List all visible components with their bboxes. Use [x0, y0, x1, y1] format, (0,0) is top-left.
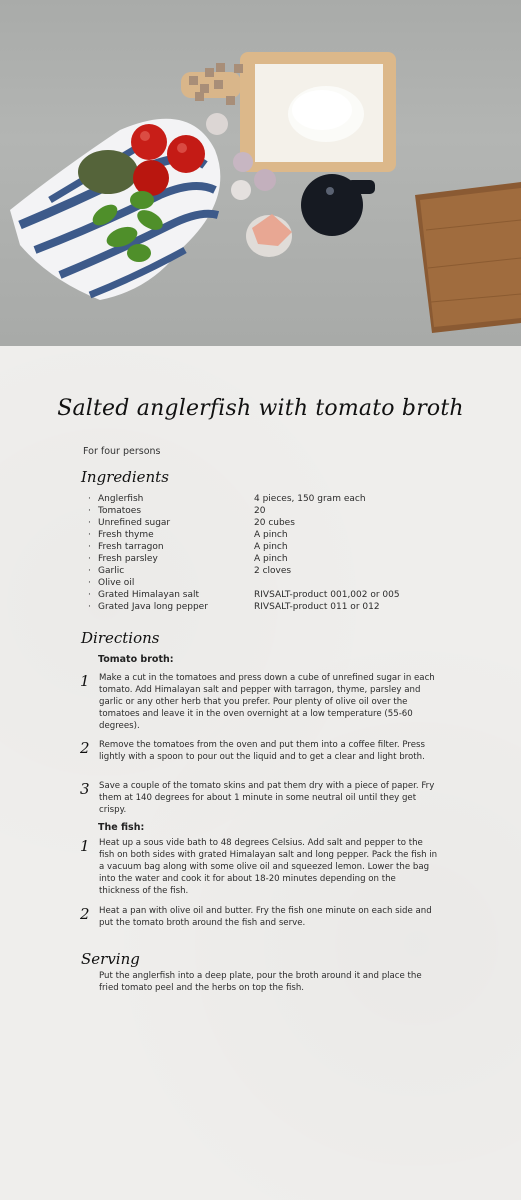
bullet: ·: [88, 542, 91, 552]
bullet: ·: [88, 494, 91, 504]
the-fish-heading: The fish:: [98, 822, 145, 833]
bullet: ·: [88, 578, 91, 588]
ingredient-qty: A pinch: [254, 530, 288, 540]
step-text: Make a cut in the tomatoes and press down a cube of unrefined sugar in each tomato. Add Himalayan salt and pepper with tarragon, thyme, parsley and garlic or any other herb that you prefer. Pour plenty of olive oil over the tomatoes and leave it in the oven overnight at a low temperature (55-60 degrees).: [99, 673, 435, 731]
ingredient-name: Tomatoes: [98, 506, 142, 516]
oil-bottle: [301, 174, 375, 236]
serving-text: Put the anglerfish into a deep plate, pour the broth around it and place the fried tomato peel and the herbs on top the fish.: [99, 971, 422, 993]
ingredient-qty: A pinch: [254, 542, 288, 552]
bullet: ·: [88, 602, 91, 612]
list-item: [88, 601, 468, 613]
step-text: Remove the tomatoes from the oven and put them into a coffee filter. Press lightly with a spoon to pour out the liquid and to get a clear and light broth.: [99, 740, 425, 762]
bullet: ·: [88, 566, 91, 576]
ingredients-heading: Ingredients: [81, 468, 169, 486]
list-item: [88, 553, 468, 565]
tomato-broth-heading: Tomato broth:: [98, 654, 174, 665]
serves-note: For four persons: [83, 446, 161, 457]
salt-block: [246, 214, 292, 257]
ingredient-name: Anglerfish: [98, 494, 144, 504]
list-item: [88, 589, 468, 601]
ingredient-name: Grated Java long pepper: [98, 602, 208, 612]
list-item: [88, 577, 468, 589]
ingredient-qty: RIVSALT-product 001,002 or 005: [254, 590, 400, 600]
ingredient-name: Olive oil: [98, 578, 135, 588]
ingredient-name: Fresh thyme: [98, 530, 154, 540]
ingredient-name: Fresh tarragon: [98, 542, 164, 552]
step-number: 2: [80, 905, 90, 923]
step-text: Heat a pan with olive oil and butter. Fry the fish one minute on each side and put the tomato broth around the fish and serve.: [99, 906, 432, 928]
ingredient-qty: A pinch: [254, 554, 288, 564]
step-number: 1: [80, 837, 90, 855]
list-item: [88, 493, 468, 505]
bullet: ·: [88, 590, 91, 600]
step-text: Heat up a sous vide bath to 48 degrees Celsius. Add salt and pepper to the fish on both sides with grated Himalayan salt and long pepper. Pack the fish in a vacuum bag along with some olive oil and squeezed lemon. Lower the bag into the water and cook it for about 18-20 minutes depending on the thickness of the fish.: [99, 838, 438, 896]
ingredient-qty: 20 cubes: [254, 518, 295, 528]
bullet: ·: [88, 530, 91, 540]
hero-photo: [0, 0, 521, 346]
step-text: Save a couple of the tomato skins and pat them dry with a piece of paper. Fry them at 140 degrees for about 1 minute in some neutral oil until they get crispy.: [99, 781, 435, 815]
ingredient-name: Unrefined sugar: [98, 518, 171, 528]
ingredient-qty: 4 pieces, 150 gram each: [254, 494, 366, 504]
wooden-board: [415, 182, 521, 333]
step-number: 1: [80, 672, 90, 690]
recipe-paper: [0, 346, 521, 1200]
list-item: [88, 505, 468, 517]
bullet: ·: [88, 554, 91, 564]
serving-heading: Serving: [81, 950, 140, 968]
ingredient-name: Fresh parsley: [98, 554, 158, 564]
directions-heading: Directions: [81, 629, 160, 647]
thyme-sprigs: [78, 150, 138, 194]
ingredient-name: Grated Himalayan salt: [98, 590, 200, 600]
list-item: [88, 529, 468, 541]
list-item: [88, 517, 468, 529]
ingredient-name: Garlic: [98, 566, 125, 576]
bullet: ·: [88, 518, 91, 528]
ingredient-qty: 2 cloves: [254, 566, 292, 576]
list-item: [88, 541, 468, 553]
list-item: [88, 565, 468, 577]
hero-illustration: [0, 0, 521, 346]
ingredient-qty: 20: [254, 506, 266, 516]
bullet: ·: [88, 506, 91, 516]
step-number: 3: [80, 780, 90, 798]
ingredient-qty: RIVSALT-product 011 or 012: [254, 602, 380, 612]
ingredients-list: [88, 493, 468, 613]
recipe-title: Salted anglerfish with tomato broth: [57, 396, 464, 421]
step-number: 2: [80, 739, 90, 757]
